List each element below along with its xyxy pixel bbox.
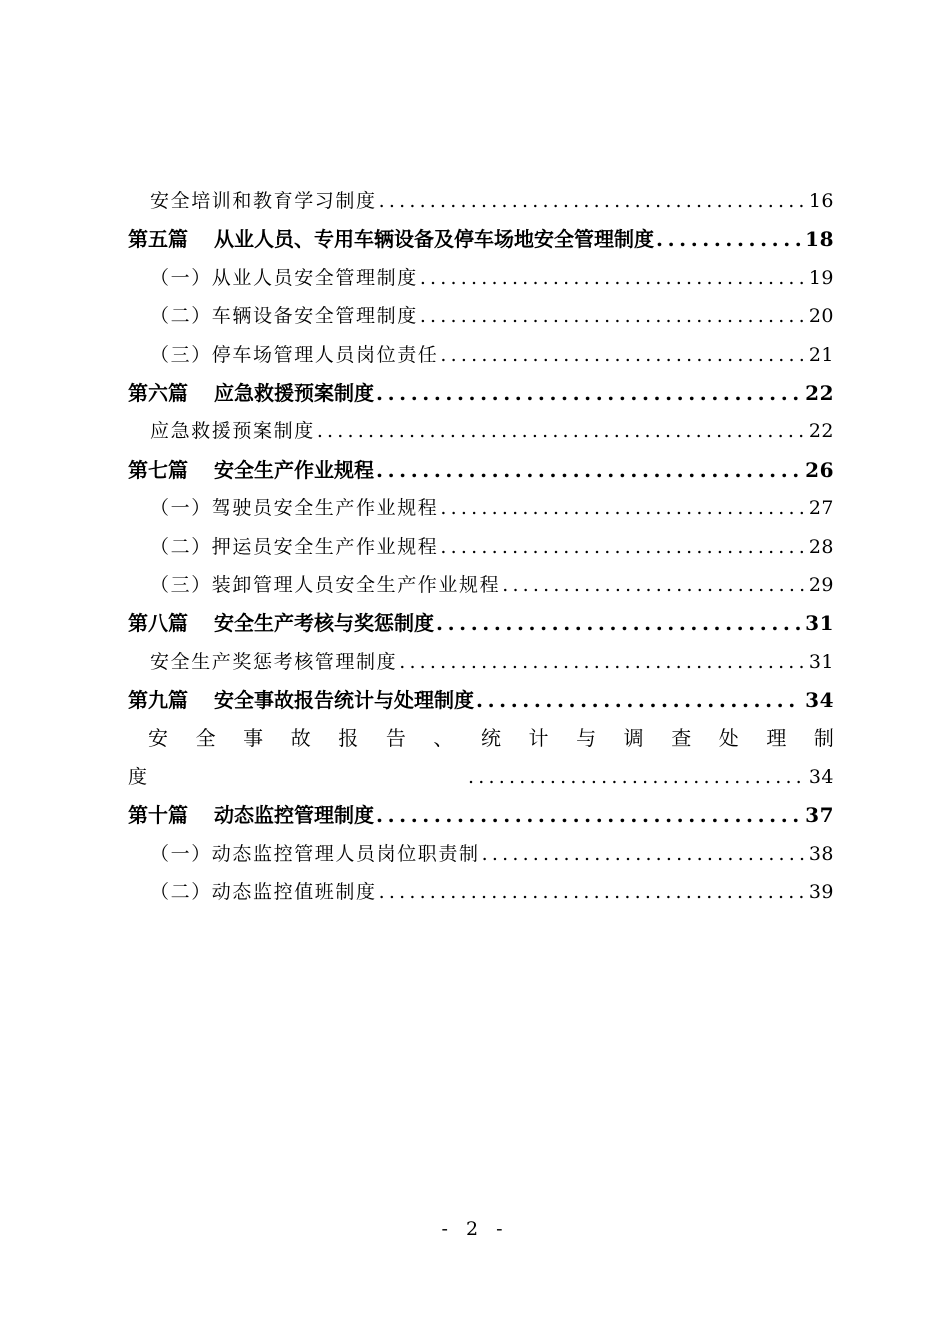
toc-chapter-number: 第七篇 [128, 457, 188, 482]
toc-entry-char: 故 [290, 726, 311, 751]
toc-chapter-number: 第五篇 [128, 227, 188, 252]
toc-chapter-title: 安全生产作业规程 [214, 457, 374, 482]
toc-entry-char: 计 [528, 726, 549, 751]
toc-entry-char: 报 [338, 726, 359, 751]
toc-entry-label: 应急救援预案制度 [150, 420, 315, 443]
toc-page-number: 21 [808, 343, 834, 366]
toc-chapter[interactable] [128, 681, 834, 719]
dot-leader [440, 336, 804, 374]
toc-chapter[interactable] [128, 604, 834, 642]
toc-page-number: 31 [805, 611, 834, 636]
toc-entry-char: 与 [576, 726, 597, 751]
dot-leader [656, 220, 801, 258]
toc-entry-label: （二）押运员安全生产作业规程 [150, 535, 439, 558]
toc-page-number: 31 [808, 650, 834, 673]
dot-leader [440, 528, 804, 566]
toc-entry-char: 统 [480, 726, 501, 751]
toc-page-number: 22 [808, 420, 834, 443]
page-number-footer: - 2 - [441, 1218, 509, 1240]
dot-leader [440, 489, 804, 527]
dot-leader [420, 297, 805, 335]
toc-chapter-number: 第八篇 [128, 611, 188, 636]
toc-entry-char: 调 [623, 726, 644, 751]
toc-entry-label: 安全培训和教育学习制度 [150, 190, 377, 212]
dot-leader [317, 412, 805, 450]
toc-chapter-number: 第十篇 [128, 803, 188, 828]
toc-entry[interactable] [128, 297, 834, 335]
dot-leader [379, 873, 805, 911]
toc-entry-label: （二）车辆设备安全管理制度 [150, 305, 418, 328]
toc-chapter[interactable] [128, 374, 834, 412]
toc-entry-wrapped-line1[interactable] [128, 719, 834, 757]
dot-leader [376, 451, 801, 489]
toc-entry[interactable] [128, 259, 834, 297]
dot-leader [376, 796, 801, 834]
toc-entry[interactable] [128, 182, 834, 220]
toc-chapter-number: 第九篇 [128, 688, 188, 713]
toc-chapter[interactable] [128, 796, 834, 834]
toc-page-number: 18 [805, 227, 834, 252]
toc-chapter[interactable] [128, 220, 834, 258]
toc-entry-char: 查 [671, 726, 692, 751]
toc-entry[interactable] [128, 489, 834, 527]
toc-entry-char: 告 [385, 726, 406, 751]
toc-chapter-title: 安全事故报告统计与处理制度 [214, 688, 474, 713]
toc-entry-label: （二）动态监控值班制度 [150, 881, 377, 904]
toc-page-number: 28 [808, 535, 834, 558]
dot-leader [376, 374, 801, 412]
dot-leader [482, 835, 805, 873]
toc-page-number: 38 [808, 842, 834, 865]
toc-chapter-title: 从业人员、专用车辆设备及停车场地安全管理制度 [214, 227, 654, 252]
toc-entry[interactable] [128, 873, 834, 911]
toc-entry-char: 、 [433, 726, 454, 751]
toc-entry-char: 事 [243, 726, 264, 751]
toc-entry-char: 全 [195, 726, 216, 751]
toc-entry-label: （一）驾驶员安全生产作业规程 [150, 497, 439, 520]
toc-page-number: 37 [805, 803, 834, 828]
toc-entry-label: （一）动态监控管理人员岗位职责制 [150, 842, 480, 865]
toc-entry-label: （一）从业人员安全管理制度 [150, 266, 418, 289]
table-of-contents [128, 182, 834, 911]
toc-chapter-title: 安全生产考核与奖惩制度 [214, 611, 434, 636]
toc-entry-label: 度 [128, 765, 149, 788]
toc-entry[interactable] [128, 528, 834, 566]
dot-leader [476, 681, 801, 719]
toc-page-number: 39 [808, 881, 834, 904]
dot-leader [436, 604, 801, 642]
toc-page-number: 29 [808, 573, 834, 596]
toc-page-number: 19 [808, 266, 834, 289]
toc-entry-char: 制 [813, 726, 834, 751]
toc-entry-wrapped-line2[interactable] [128, 758, 834, 796]
toc-page-number: 26 [805, 457, 834, 482]
toc-entry-label: （三）停车场管理人员岗位责任 [150, 343, 439, 366]
dot-leader [468, 758, 805, 796]
toc-entry-char: 安 [148, 726, 168, 751]
toc-page-number: 34 [805, 688, 834, 713]
toc-page-number: 16 [808, 190, 834, 212]
toc-chapter-number: 第六篇 [128, 380, 188, 405]
dot-leader [420, 259, 805, 297]
toc-entry-label: 安全生产奖惩考核管理制度 [150, 650, 398, 673]
toc-entry-char: 理 [766, 726, 787, 751]
toc-page-number: 27 [808, 497, 834, 520]
toc-page-number: 34 [808, 765, 834, 788]
toc-page-number: 20 [808, 305, 834, 328]
toc-entry[interactable] [128, 835, 834, 873]
toc-entry[interactable] [128, 336, 834, 374]
toc-page-number: 22 [805, 380, 834, 405]
dot-leader [399, 643, 805, 681]
toc-chapter[interactable] [128, 451, 834, 489]
dot-leader [502, 566, 805, 604]
toc-entry[interactable] [128, 566, 834, 604]
toc-entry-char: 处 [718, 726, 739, 751]
toc-entry[interactable] [128, 412, 834, 450]
toc-chapter-title: 动态监控管理制度 [214, 803, 374, 828]
toc-entry[interactable] [128, 643, 834, 681]
dot-leader [379, 182, 805, 220]
toc-chapter-title: 应急救援预案制度 [214, 380, 374, 405]
toc-entry-label: （三）装卸管理人员安全生产作业规程 [150, 573, 501, 596]
